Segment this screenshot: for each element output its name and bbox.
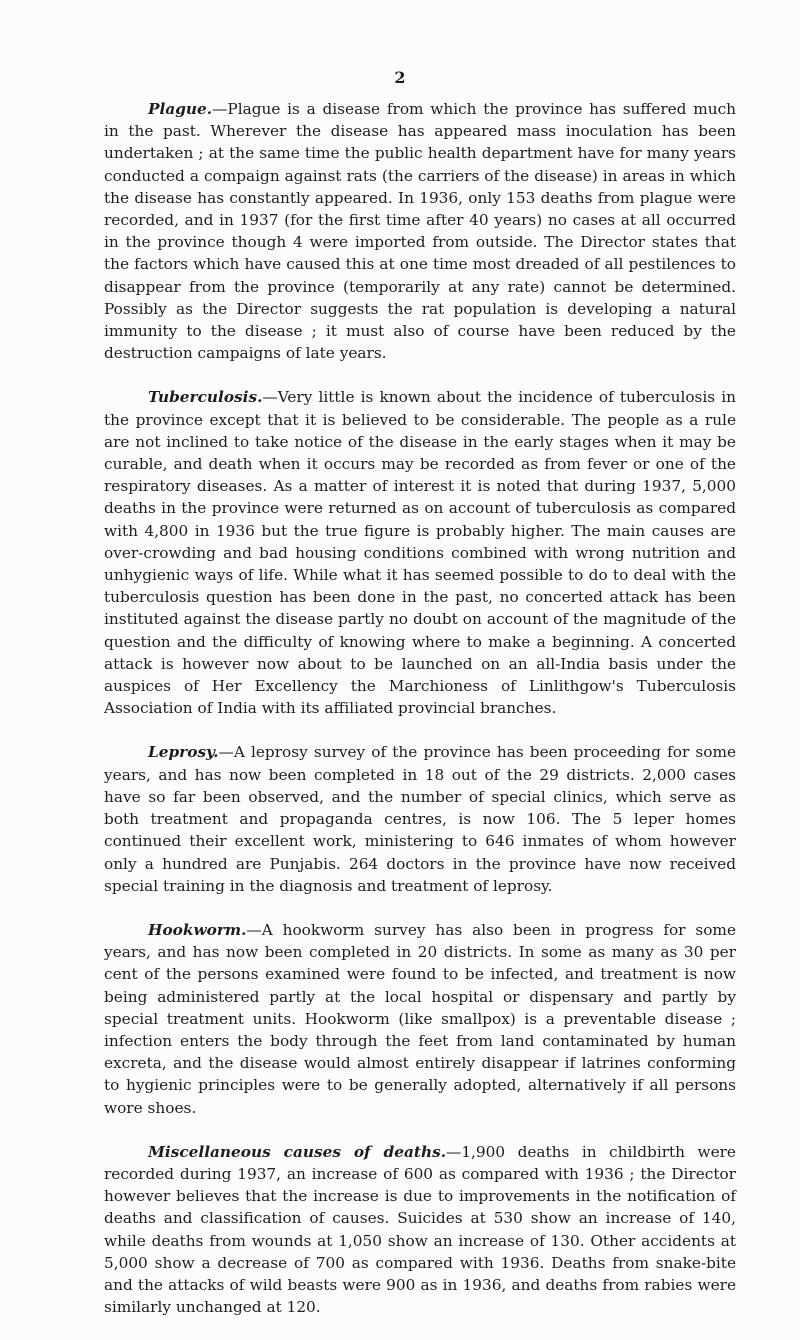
paragraph-plague xyxy=(104,98,736,364)
paragraph-hookworm xyxy=(104,919,736,1119)
paragraph-text: —1,900 deaths in childbirth were recorded during 1937, an increase of 600 as compared with 1936 ; the Director however believes that the increase is due to improvements in the notification of deaths and classification of causes. Suicides at 530 show an increase of 140, while deaths from wounds at 1,050 show an increase of 130. Other accidents at 5,000 show a decrease of 700 as compared with 1936. Deaths from snake-bite and the attacks of wild beasts were 900 as in 1936, and deaths from rabies were similarly unchanged at 120. xyxy=(104,1142,736,1317)
paragraph-text: —A hookworm survey has also been in progress for some years, and has now been completed in 20 districts. In some as many as 30 per cent of the persons examined were found to be infected, and treatment is now being administered partly at the local hospital or dispensary and partly by special treatment units. Hookworm (like smallpox) is a preventable disease ; infection enters the body through the feet from land contaminated by human excreta, and the disease would almost entirely disappear if latrines conforming to hygienic principles were to be generally adopted, alternatively if all persons wore shoes. xyxy=(104,920,736,1117)
paragraph-heading: Miscellaneous causes of deaths. xyxy=(148,1142,447,1161)
paragraph-miscellaneous xyxy=(104,1141,736,1319)
paragraph-heading: Plague. xyxy=(148,100,213,118)
paragraph-heading: Hookworm. xyxy=(148,920,247,939)
paragraph-leprosy xyxy=(104,741,736,896)
paragraph-text: —Very little is known about the incidence of tuberculosis in the province except that it is believed to be considerable. The people as a rule are not inclined to take notice of the disease in the early stages when it may be curable, and death when it occurs may be recorded as from fever or one of the respiratory diseases. As a matter of interest it is noted that during 1937, 5,000 deaths in the province were returned as on account of tuberculosis as compared with 4,800 in 1936 but the true figure is probably higher. The main causes are over-crowding and bad housing conditions combined with wrong nutrition and unhygienic ways of life. While what it has seemed possible to do to deal with the tuberculosis question has been done in the past, no concerted attack has been instituted against the disease partly no doubt on account of the magnitude of the question and the difficulty of knowing where to make a beginning. A concerted attack is however now about to be launched on an all-India basis under the auspices of Her Excellency the Marchioness of Linlithgow's Tuberculosis Association of India with its affiliated provincial branches. xyxy=(104,388,736,718)
paragraph-heading: Tuberculosis. xyxy=(148,388,263,407)
paragraph-text: —A leprosy survey of the province has been proceeding for some years, and has now been completed in 18 out of the 29 districts. 2,000 cases have so far been observed, and the number of special clinics, which serve as both treatment and propaganda centres, is now 106. The 5 leper homes continued their excellent work, ministering to 646 inmates of whom however only a hundred are Punjabis. 264 doctors in the province have now received special training in the diagnosis and treatment of leprosy. xyxy=(104,743,736,895)
paragraph-text: —Plague is a disease from which the province has suffered much in the past. Wherever the disease has appeared mass inoculation has been undertaken ; at the same time the public health department have for many years conducted a compaign against rats (the carriers of the disease) in areas in which the disease has constantly appeared. In 1936, only 153 deaths from plague were recorded, and in 1937 (for the first time after 40 years) no cases at all occurred in the province though 4 were imported from outside. The Director states that the factors which have caused this at one time most dreaded of all pestilences to disappear from the province (temporarily at any rate) cannot be determined. Possibly as the Director suggests the rat population is developing a natural immunity to the disease ; it must also of course have been reduced by the destruction campaigns of late years. xyxy=(104,100,736,363)
paragraph-heading: Leprosy. xyxy=(148,743,219,762)
paragraph-tuberculosis xyxy=(104,386,736,719)
body-text xyxy=(104,98,736,1340)
page-number: 2 xyxy=(394,68,406,87)
